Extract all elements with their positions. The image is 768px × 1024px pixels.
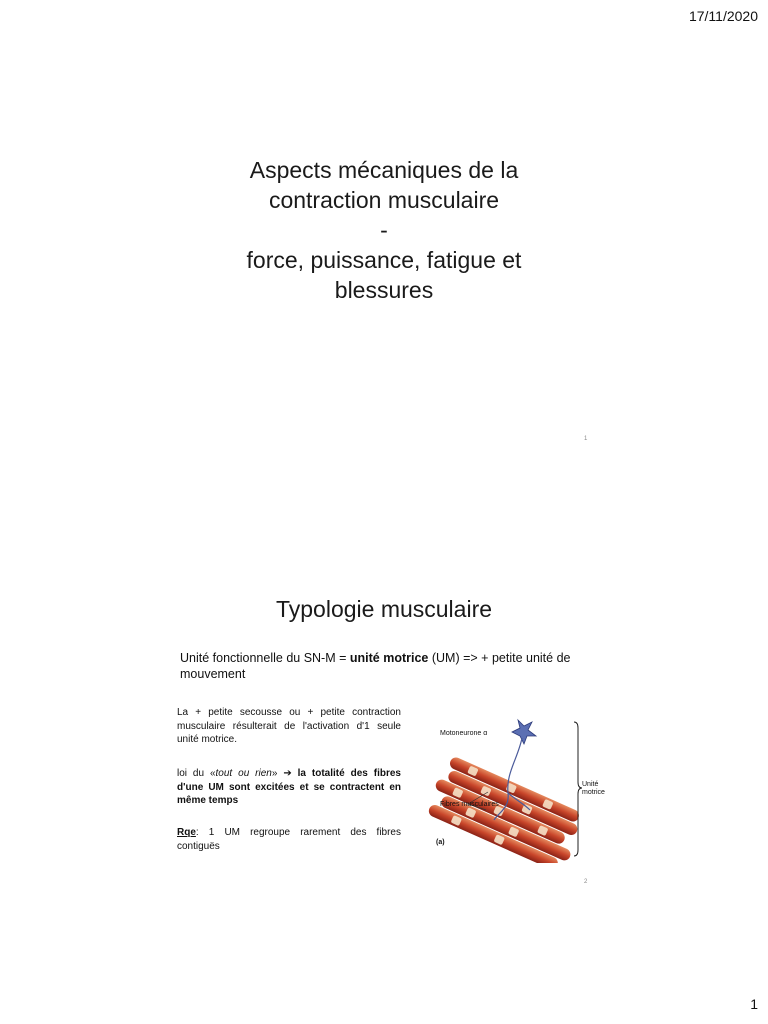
- rqe-label: Rqe: [177, 827, 196, 838]
- title-line: blessures: [334, 277, 434, 303]
- slide1-title: [184, 155, 584, 305]
- intro-text-end: (UM) => + petite unité de mouvement: [180, 651, 571, 681]
- intro-bold: unité motrice: [349, 651, 429, 665]
- title-line: Aspects mécaniques de la: [249, 157, 519, 183]
- paragraph-secousse: La + petite secousse ou + petite contraction musculaire résulterait de l'activation d'1 seule unité motrice.: [177, 707, 401, 745]
- slide1-number: 1: [584, 436, 588, 442]
- rqe-text: : 1 UM regroupe rarement des fibres contiguës: [177, 827, 401, 852]
- label-motoneurone: Motoneurone α: [440, 730, 488, 737]
- intro-text: Unité fonctionnelle du SN-M =: [180, 651, 350, 665]
- title-line: force, puissance, fatigue et: [246, 247, 522, 273]
- slide2-number: 2: [584, 879, 588, 885]
- loi-suffix: »: [271, 768, 284, 779]
- date-header: 17/11/2020: [688, 8, 758, 24]
- slide2-intro: [180, 650, 580, 682]
- page-number: 1: [750, 996, 758, 1012]
- paragraph-remarque: [177, 826, 401, 853]
- slide2-title: Typologie musculaire: [275, 596, 493, 622]
- title-line: contraction musculaire: [268, 187, 500, 213]
- paragraph-loi: [177, 767, 401, 808]
- motor-unit-figure: [428, 718, 618, 863]
- label-fibres: Fibres musculaires: [440, 801, 499, 808]
- title-line: -: [380, 217, 388, 243]
- loi-bold: la totalité des fibres d'une UM sont excitées et se contractent en même temps: [177, 768, 401, 806]
- label-panel-a: (a): [436, 839, 445, 846]
- arrow-icon: ➔: [283, 768, 292, 779]
- loi-italic: tout ou rien: [215, 768, 272, 779]
- loi-prefix: loi du «: [177, 768, 216, 779]
- label-unite-motrice: Unité motrice: [582, 781, 605, 796]
